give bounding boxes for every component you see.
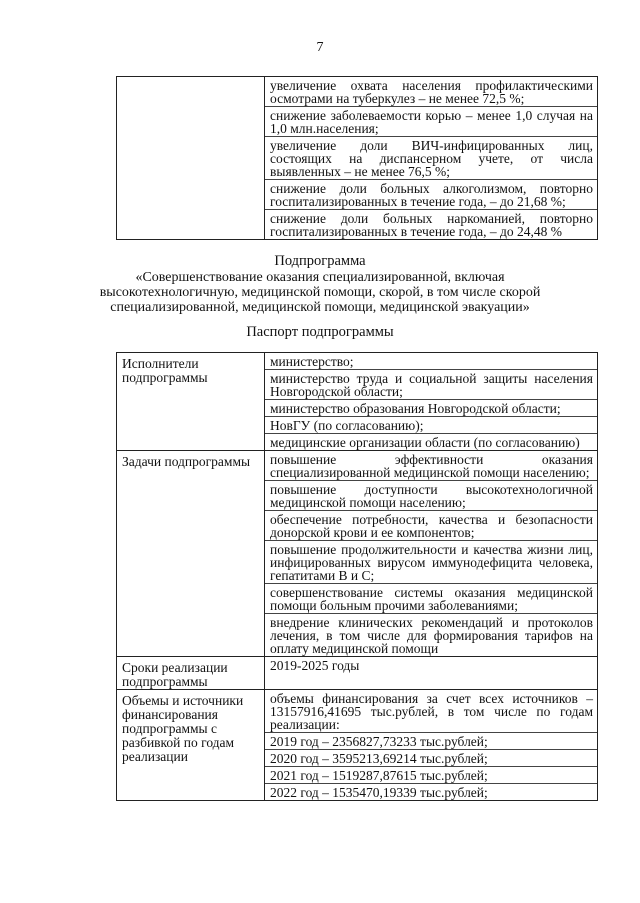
tasks-value-cell (265, 451, 598, 657)
tasks-label: Задачи подпрограммы (122, 454, 251, 469)
executors-label-cell (117, 353, 265, 451)
executor-item: медицинские организации области (по согласованию) (270, 435, 580, 450)
funding-item: объемы финансирования за счет всех источников – 13157916,41695 тыс.рублей, в том числе по годам реализации: (265, 690, 597, 733)
executors-label: Исполнители подпрограммы (122, 356, 208, 385)
funding-row (117, 690, 598, 801)
tasks-row (117, 451, 598, 657)
funding-item: 2022 год – 1535470,19339 тыс.рублей; (270, 785, 488, 800)
executors-value-cell (265, 353, 598, 451)
funding-label-cell (117, 690, 265, 801)
funding-label: Объемы и источники финансирования подпрограммы с разбивкой по годам реализации (122, 693, 244, 764)
terms-value-cell (265, 657, 598, 690)
indicator-item: увеличение охвата населения профилактическими осмотрами на туберкулез – не менее 72,5 %; (265, 77, 597, 107)
indicator-item: увеличение доли ВИЧ-инфицированных лиц, состоящих на диспансерном учете, от числа выявленных – не менее 76,5 %; (265, 137, 597, 180)
top-indicators-table (116, 76, 598, 240)
task-item: повышение доступности высокотехнологичной медицинской помощи населению; (265, 481, 597, 511)
subprogram-title-line: «Совершенствование оказания специализированной, включая (135, 270, 505, 285)
executor-item: министерство труда и социальной защиты населения Новгородской области; (265, 370, 597, 400)
subprogram-title-line: высокотехнологичную, медицинской помощи, скорой, в том числе скорой (99, 285, 541, 300)
indicator-item: снижение доли больных алкоголизмом, повторно госпитализированных в течение года, – до 21,68 %; (265, 180, 597, 210)
indicator-item: снижение заболеваемости корью – менее 1,0 случая на 1,0 млн.населения; (265, 107, 597, 137)
passport-table (116, 352, 598, 801)
indicator-item: снижение доли больных наркоманией, повторно госпитализированных в течение года, – до 24,48 % (270, 211, 593, 239)
task-item: совершенствование системы оказания медицинской помощи больным прочими заболеваниями; (265, 584, 597, 614)
executor-item: министерство; (265, 353, 597, 370)
task-item: повышение эффективности оказания специализированной медицинской помощи населению; (265, 451, 597, 481)
executors-row (117, 353, 598, 451)
task-item: повышение продолжительности и качества жизни лиц, инфицированных вирусом иммунодефицита человека, гепатитами В и С; (265, 541, 597, 584)
funding-value-cell (265, 690, 598, 801)
task-item: обеспечение потребности, качества и безопасности донорской крови и ее компонентов; (265, 511, 597, 541)
funding-item: 2019 год – 2356827,73233 тыс.рублей; (265, 733, 597, 750)
subprogram-title (0, 270, 640, 315)
funding-item: 2020 год – 3595213,69214 тыс.рублей; (265, 750, 597, 767)
funding-item: 2021 год – 1519287,87615 тыс.рублей; (265, 767, 597, 784)
executor-item: министерство образования Новгородской области; (265, 400, 597, 417)
page-number: 7 (316, 40, 324, 55)
top-table-left-cell (117, 77, 265, 240)
subprogram-heading: Подпрограмма (274, 253, 366, 269)
terms-value: 2019-2025 годы (270, 658, 360, 673)
tasks-label-cell (117, 451, 265, 657)
subprogram-title-line: специализированной, медицинской помощи, медицинской эвакуации» (110, 300, 530, 315)
terms-label-cell (117, 657, 265, 690)
passport-heading: Паспорт подпрограммы (246, 324, 394, 340)
executor-item: НовГУ (по согласованию); (265, 417, 597, 434)
task-item: внедрение клинических рекомендаций и протоколов лечения, в том числе для формирования тарифов на оплату медицинской помощи (270, 615, 593, 656)
terms-label: Сроки реализации подпрограммы (122, 660, 228, 689)
terms-row (117, 657, 598, 690)
top-table-right-cell (265, 77, 598, 240)
